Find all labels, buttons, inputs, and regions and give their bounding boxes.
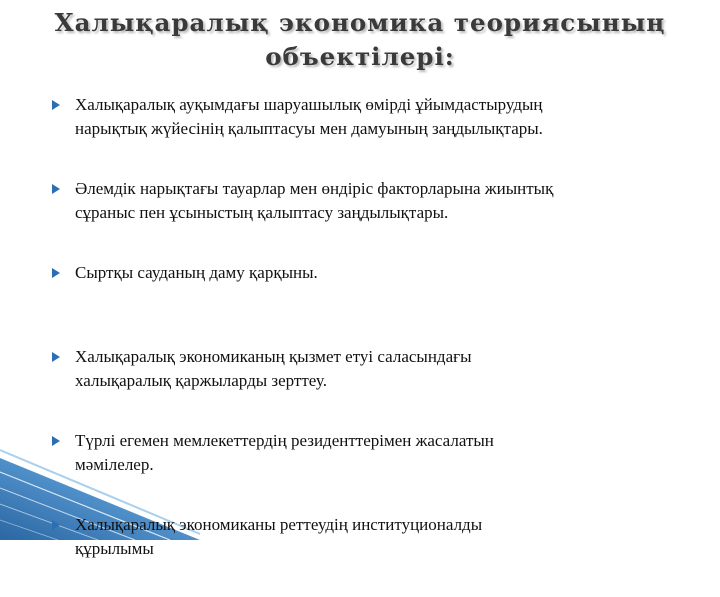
bullet-item bbox=[48, 93, 688, 177]
bullet-arrow-icon bbox=[52, 436, 60, 446]
bullet-arrow-icon bbox=[52, 100, 60, 110]
bullet-text-line-1: Әлемдік нарықтағы тауарлар мен өндіріс факторларына жиынтық bbox=[75, 179, 554, 198]
bullet-text-line-2: мәмілелер. bbox=[75, 455, 154, 474]
bullet-text-line-2: құрылымы bbox=[75, 539, 154, 558]
slide-title-line-1: Халықаралық экономика теориясының bbox=[54, 8, 666, 37]
bullet-text-line-2: халықаралық қаржыларды зерттеу. bbox=[75, 371, 327, 390]
bullet-item bbox=[48, 261, 688, 345]
bullet-text-line-1: Түрлі егемен мемлекеттердің резиденттерімен жасалатын bbox=[75, 431, 494, 450]
slide-title bbox=[40, 6, 680, 74]
bullet-item bbox=[48, 513, 688, 597]
bullet-text-line-1: Халықаралық ауқымдағы шаруашылық өмірді ұйымдастырудың bbox=[75, 95, 543, 114]
bullet-item bbox=[48, 177, 688, 261]
bullet-arrow-icon bbox=[52, 184, 60, 194]
bullet-item bbox=[48, 429, 688, 513]
slide-title-line-2: объектілері: bbox=[265, 42, 455, 71]
bullet-arrow-icon bbox=[52, 352, 60, 362]
bullet-item bbox=[48, 345, 688, 429]
bullet-text-line-1: Халықаралық экономиканың қызмет етуі саласындағы bbox=[75, 347, 472, 366]
bullet-text-line-1: Сыртқы сауданың даму қарқыны. bbox=[75, 263, 318, 282]
bullet-arrow-icon bbox=[52, 520, 60, 530]
bullet-list bbox=[48, 93, 688, 597]
bullet-arrow-icon bbox=[52, 268, 60, 278]
bullet-text-line-2: нарықтық жүйесінің қалыптасуы мен дамуының заңдылықтары. bbox=[75, 119, 543, 138]
bullet-text-line-1: Халықаралық экономиканы реттеудің институционалды bbox=[75, 515, 483, 534]
bullet-text-line-2: сұраныс пен ұсыныстың қалыптасу заңдылықтары. bbox=[75, 203, 449, 222]
